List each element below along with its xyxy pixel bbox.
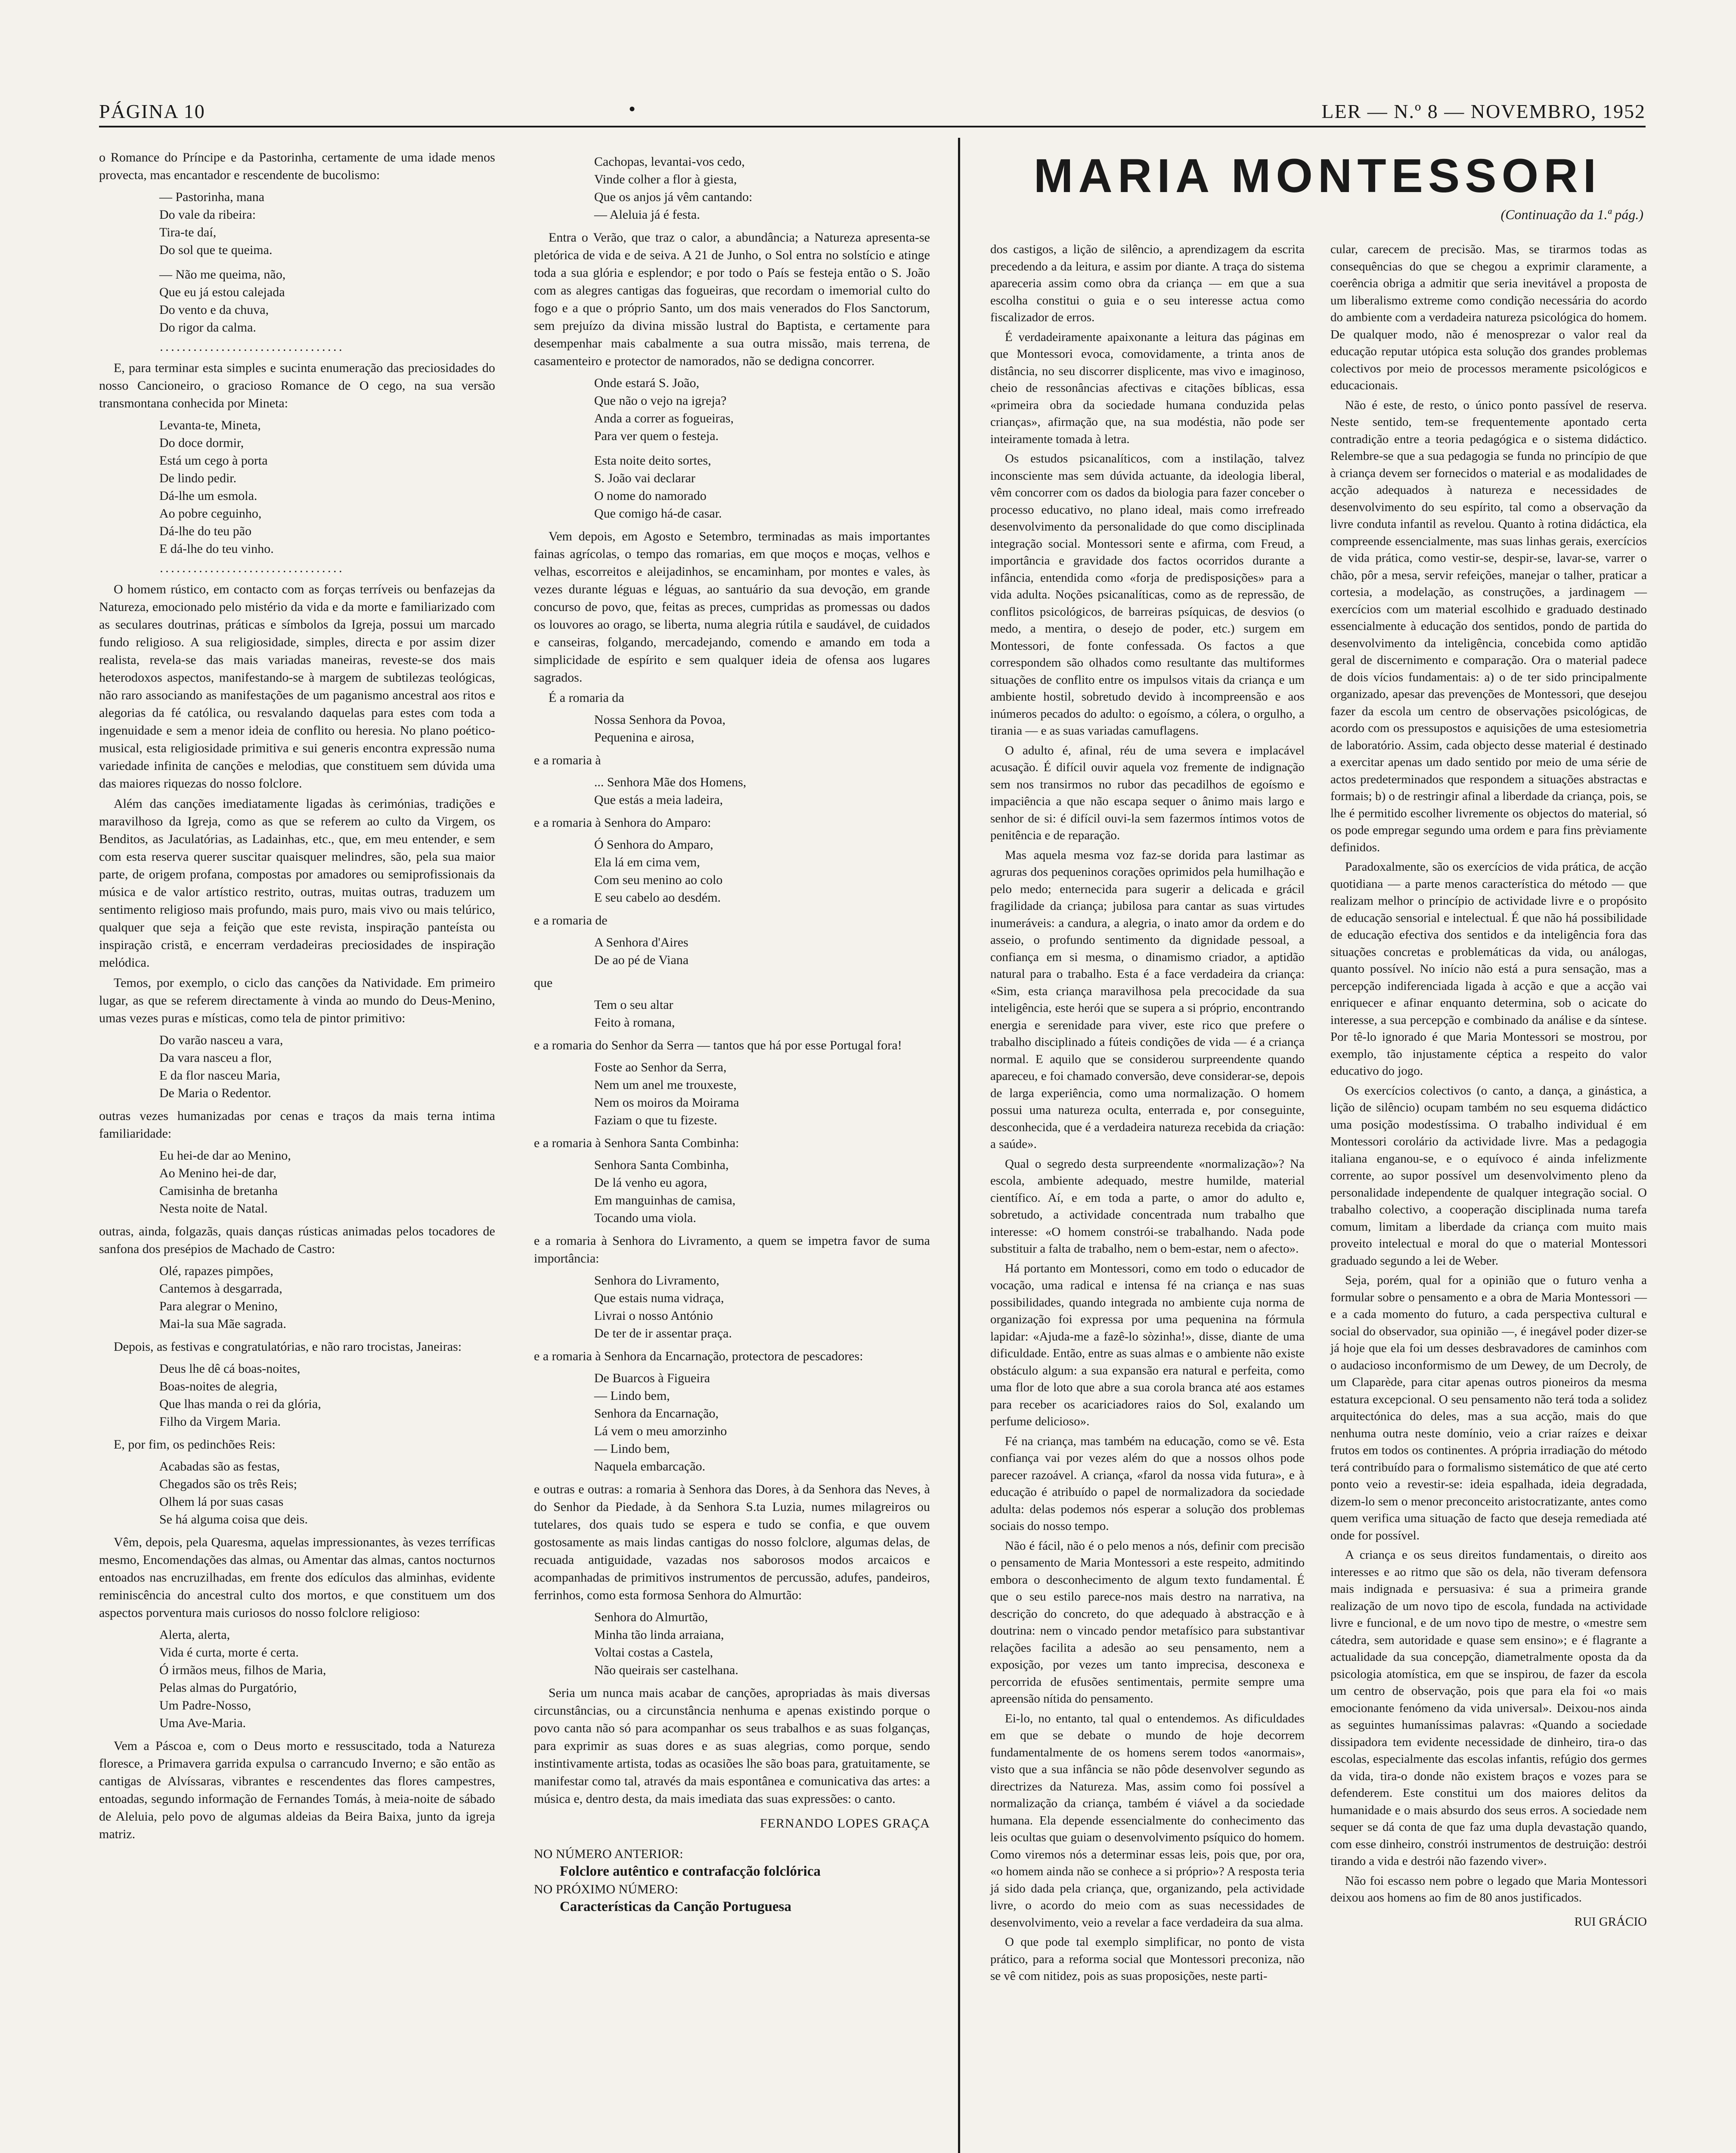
verse-gap [594,445,930,452]
verse-line: Alerta, alerta, [159,1628,230,1642]
verse [594,711,930,746]
header-dot: • [629,98,637,120]
paragraph: o Romance do Príncipe e da Pastorinha, certamente de uma idade menos provecta, mas encantador e rescendente de bucolismo: [99,150,495,182]
verse-line: Do vento e da chuva, [159,303,269,317]
paragraph: dos castigos, a lição de silêncio, a aprendizagem da escrita precedendo a da leitura, e assim por diante. A traça do sistema apareceria assim como obra da criança — em que a sua escolha constitui o guia e o seu interesse actua como fiscalizador de erros. [990,242,1305,324]
paragraph: Não é este, de resto, o único ponto passível de reserva. Neste sentido, tem-se frequentemente apontado certa contradição entre a teoria pedagógica e o sistema didáctico. Relembre-se que a sua pedagogia se funda no princípio de que à criança devem ser fornecidos o material e as modalidades de acção adequados à natureza e necessidades de desenvolvimento do seu espírito, tal como a observação da livre conduta infantil as revelou. Quanto à rotina didáctica, ela compreende essencialmente, mas suas linhas gerais, exercícios de vida prática, como vestir-se, despir-se, lavar-se, varrer o chão, pôr a mesa, servir refeições, manejar o talher, praticar a cortesia, a modelação, as construções, a jardinagem — exercícios com um material escolhido e graduado destinado essencialmente à educação dos sentidos, pondo de partida do desenvolvimento da inteligência, concebida como aptidão geral de discernimento e comparação. Ora o material padece de dois vícios fundamentais: a) o de ter sido principalmente organizado, apesar das prevenções de Montessori, que desejou fazer da escola um centro de observações psicológicas, de acordo com os pressupostos e aquisições de uma estesiometria de laboratório. Assim, cada objecto desse material é destinado a exercitar apenas um dado sentido por meio de uma série de actos predeterminados que respondem a situações abstractas e formais; b) o de restringir afinal a liberdade da criança, pois, se lhe é permitido escolher livremente os objectos do material, só os pode empregar segundo uma ordem e para fins prèviamente definidos. [1330,398,1647,854]
paragraph: Além das canções imediatamente ligadas às cerimónias, tradições e maravilhoso da Igreja, como as que se referem ao culto da Virgem, os Benditos, as Jaculatórias, as Ladainhas, etc., que, em meu entender, e sem com esta reserva querer suscitar quaisquer melindres, são, pela sua maior parte, de origem profana, compostas por amadores ou semiprofissionais da música e de valor artístico restrito, outras, muitas outras, traduzem um sentimento religioso mais profundo, mais puro, mais vivo ou mais telúrico, qualquer que seja a feição que este revista, inspiração panteísta ou inspiração cristã, e encerram verdadeiras preciosidades de inspiração melódica. [99,797,495,970]
verse-line: Do doce dormir, [159,436,244,450]
verse [594,836,930,906]
paragraph: e a romaria à Senhora Santa Combinha: [534,1136,739,1150]
paragraph: outras, ainda, folgazãs, quais danças rústicas animadas pelos tocadores de sanfona dos presépios de Machado de Castro: [99,1224,495,1256]
continuation-note: (Continuação da 1.ª pág.) [1500,207,1643,222]
verse-line: Do sol que te queima. [159,243,273,257]
verse-line: Ao Menino hei-de dar, [159,1166,277,1180]
verse-line: Olhem lá por suas casas [159,1495,284,1509]
paragraph: Entra o Verão, que traz o calor, a abundância; a Natureza apresenta-se pletórica de vida e de seiva. A 21 de Junho, o Sol entra no solstício e atinge toda a sua glória e esplendor; e por todo o País se festeja então o S. João com as alegres cantigas das fogueiras, que recordam o imemorial culto do fogo e a que o próprio Santo, um dos mais venerados do Flos Sanctorum, sem prejuízo da divina missão lustral do Baptista, e certamente para desempenhar mais cabalmente a sua outra missão, mais terrena, de casamenteiro e protector de namorados, não se dedigna concorrer. [534,230,930,368]
verse-line: Do varão nasceu a vara, [159,1033,283,1047]
verse-line: Que lhas manda o rei da glória, [159,1397,321,1411]
verse-line: Naquela embarcação. [594,1459,706,1474]
next-title: Características da Canção Portuguesa [560,1899,791,1914]
paragraph: Depois, as festivas e congratulatórias, e não raro trocistas, Janeiras: [114,1340,462,1354]
verse-line: Não queirais ser castelhana. [594,1663,738,1677]
verse-line: De ter de ir assentar praça. [594,1326,732,1340]
verse-line: Que estás a meia ladeira, [594,793,723,807]
montessori-column-b [1330,241,1647,1930]
verse-line: Para alegrar o Menino, [159,1299,278,1313]
verse-line: Levanta-te, Mineta, [159,418,261,432]
verse-line: Camisinha de bretanha [159,1184,278,1198]
paragraph: E, para terminar esta simples e sucinta enumeração das preciosidades do nosso Cancioneiro, o gracioso Romance de O cego, na sua versão transmontana conhecida por Mineta: [99,361,495,410]
paragraph: e a romaria à Senhora do Livramento, a quem se impetra favor de suma importância: [534,1234,930,1266]
paragraph: Qual o segredo desta surpreendente «normalização»? Na escola, ambiente adequado, mestre humilde, material científico. Aí, e em toda a parte, o amor do adulto e, sobretudo, a actividade concentrada num trabalho que interesse: «O homem constrói-se trabalhando. Nada pode substituir a falta de trabalho, nem o bem-estar, nem o afecto». [990,1157,1305,1256]
verse-line: E seu cabelo ao desdém. [594,890,721,905]
verse-line: — Lindo bem, [594,1442,670,1456]
verse [594,1369,930,1475]
verse-gap [159,259,495,266]
verse-line: Mai-la sua Mãe sagrada. [159,1317,286,1331]
verse-line: Anda a correr as fogueiras, [594,411,734,425]
verse-line: Está um cego à porta [159,453,268,468]
verse-line: Olé, rapazes pimpões, [159,1264,273,1278]
verse-line: — Lindo bem, [594,1389,670,1403]
verse [594,996,930,1031]
verse-line: De lindo pedir. [159,471,237,485]
next-label: NO PRÓXIMO NÚMERO: [534,1882,679,1896]
verse-line: Foste ao Senhor da Serra, [594,1060,727,1074]
verse-line: — Aleluia já é festa. [594,208,700,222]
paragraph: Mas aquela mesma voz faz-se dorida para lastimar as agruras dos pequeninos corações oprimidos pela humilhação e pelo medo; enternecida para sugerir a delicada e grácil fragilidade da criança; jubilosa para cantar as suas virtudes inumeráveis: a candura, a alegria, o inato amor da ordem e do asseio, o profundo sentimento da dignidade pessoal, a confiança em si mesma, o dinamismo criador, a aptidão natural para o trabalho. Esta é a face verdadeira da criança: «Sim, esta criança maravilhosa pela precocidade da sua inteligência, este herói que se supera a si próprio, encontrando energia e serenidade para viver, este rico que prefere o trabalho disciplinado a fúteis condições de vida — é a criança normal. E aquilo que se considerou surpreendente quando apareceu, e foi chamado conversão, deve considerar-se, depois de larga experiência, como uma normalização. O homem possui uma natureza oculta, enterrada e, por conseguinte, desconhecida, que é a verdadeira natureza recebida da criação: a saúde». [990,848,1305,1151]
verse [159,1147,495,1217]
author-signature: FERNANDO LOPES GRAÇA [760,1816,930,1830]
column-divider [958,138,960,2153]
verse [159,1458,495,1528]
article-title: MARIA MONTESSORI [1033,149,1602,202]
verse-line: Nem os moiros da Moirama [594,1095,739,1110]
verse-line: Para ver quem o festeja. [594,429,719,443]
montessori-column-a [990,241,1305,1988]
verse [594,1156,930,1227]
verse-line: Tocando uma viola. [594,1211,696,1225]
paragraph: Vem depois, em Agosto e Setembro, terminadas as mais importantes fainas agrícolas, o tempo das romarias, em que moços e moças, velhos e velhas, escorreitos e aleijadinhos, se encaminham, por montes e vales, às vezes durante léguas e léguas, ao santuário da sua devoção, em grande concurso de povo, que, feitas as preces, cumpridas as promessas ou dados os louvores ao orago, se liberta, numa alegria rútila e saudável, de cuidados e canseiras, folgando, mercadejando, comendo e amando em toda a simplicidade de espírito e sem qualquer ideia de ofensa aos lugares sagrados. [534,529,930,685]
prev-label: NO NÚMERO ANTERIOR: [534,1847,683,1861]
verse-line: Nossa Senhora da Povoa, [594,713,725,727]
verse-line: Eu hei-de dar ao Menino, [159,1148,291,1163]
verse [594,153,930,223]
paragraph: Os estudos psicanalíticos, com a instilação, talvez inconsciente mas sem dúvida actuante, da ideologia liberal, vêm concorrer com os dados da biologia para fazer conceber o processo educativo, no plano ideal, mais como irrefreado desenvolvimento da personalidade do que como disciplinada integração social. Montessori sente e afirma, com Freud, a importância e gravidade dos factos ocorridos durante a infância, entendida como «forja de predisposições» para a vida adulta. Noções psicanalíticas, como as de repressão, de conflitos psicológicos, de barreiras psíquicas, de desvios (o medo, a mentira, o desejo de poder, etc.) surgem em Montessori, de fonte confessada. Os factos a que correspondem são olhados como resultante das multiformes situações de conflito entre os impulsos vitais da criança e um ambiente hostil, sobretudo devido à incompreensão e aos inúmeros pecados do adulto: o egoísmo, a cólera, o orgulho, a tirania — e as suas variadas camuflagens. [990,452,1305,738]
verse-line: Voltai costas a Castela, [594,1645,713,1660]
paragraph: Há portanto em Montessori, como em todo o educador de vocação, uma radical e intensa fé na criança e nas suas possibilidades, quando integrada no ambiente cuja norma de organização foi expressa por uma pequenina na fórmula lapidar: «Ajuda-me a fazê-lo sòzinha!», disse, diante de uma dificuldade. Então, entre as suas almas e o ambiente não existe obstáculo algum: a sua expansão era natural e perfeita, como uma flor de loto que abre a sua corola branca até aos estames para receber os acariciadores raios do Sol, exalando um perfume delicioso». [990,1261,1305,1428]
verse-line: Com seu menino ao colo [594,873,723,887]
paragraph: Não é fácil, não é o pelo menos a nós, definir com precisão o pensamento de Maria Montessori a este respeito, admitindo embora o desconhecimento de algum texto fundamental. É que o seu estilo parece-nos mais destro na narrativa, na descrição do concreto, do que adequado à abstracção e à doutrina: nem o vincado pendor metafísico para substantivar relações facilita a adesão ao seu pensamento, nem a exposição, por vezes um tanto imprecisa, desconexa e percorrida de efusões sentimentais, permite sempre uma apreensão nítida do pensamento. [990,1539,1305,1706]
verse-line: Faziam o que tu fizeste. [594,1113,717,1127]
paragraph: Vem a Páscoa e, com o Deus morto e ressuscitado, toda a Natureza floresce, a Primavera garrida expulsa o carrancudo Inverno; e são então as cantigas de Alvíssaras, vibrantes e rescendentes das flores campestres, entoadas, segundo informação de Fernandes Tomás, à meia-noite de sábado de Aleluia, pelo povo de algumas aldeias da Beira Baixa, junto da igreja matriz. [99,1739,495,1841]
paragraph: Ei-lo, no entanto, tal qual o entendemos. As dificuldades em que se debate o mundo de hoje decorrem fundamentalmente de os homens serem todos «anormais», visto que a sua infância se não pôde desenvolver segundo as directrizes da Natureza. Mas, assim como foi possível a normalização da criança, também é viável a da sociedade humana. Ela depende essencialmente do conhecimento das leis ocultas que guiam o desenvolvimento psíquico do homem. Como viremos nós a determinar essas leis, pois que, por ora, «o homem ainda não se conhece a si próprio»? A resposta teria já sido dada pela criança, que, organizando, pela actividade livre, o acordo do meio com as suas necessidades de desenvolvimento, veio a revelar a face verdadeira da sua alma. [990,1711,1305,1930]
verse-line: Nesta noite de Natal. [159,1201,268,1216]
verse-line: De lá venho eu agora, [594,1176,707,1190]
verse-line: Chegados são os três Reis; [159,1477,297,1491]
verse-line: Que não o vejo na igreja? [594,394,727,408]
verse-line: E dá-lhe do teu vinho. [159,542,274,556]
verse-line: Pelas almas do Purgatório, [159,1681,297,1695]
verse-line: ... Senhora Mãe dos Homens, [594,775,747,789]
verse-line: A Senhora d'Aires [594,935,688,949]
verse-line: Em manguinhas de camisa, [594,1193,736,1207]
verse-line: Senhora do Livramento, [594,1273,719,1287]
paragraph: Temos, por exemplo, o ciclo das canções da Natividade. Em primeiro lugar, as que se referem directamente à vinda ao mundo do Deus-Menino, umas vezes puras e místicas, como tela de pintor primitivo: [99,976,495,1025]
paragraph: Os exercícios colectivos (o canto, a dança, a ginástica, a lição de silêncio) ocupam também no seu esquema didáctico uma posição modestíssima. O trabalho individual é em Montessori corolário da actividade livre. Mas a pedagogia italiana enganou-se, e o equívoco é ainda infelizmente corrente, ao supor possível um desenvolvimento pleno da personalidade independente de qualquer integração social. O trabalho colectivo, a cooperação disciplinada numa tarefa comum, limitam a liberdade da criança com muito mais proveito intelectual e moral do que o material Montessori graduado segundo a lei de Weber. [1330,1083,1647,1268]
paragraph: A criança e os seus direitos fundamentais, o direito aos interesses e ao ritmo que são os dela, não tiveram defensora mais indignada e persuasiva: é sua a primeira grande realização de um novo tipo de escola, fundada na actividade livre e funcional, e de um novo tipo de mestre, o «mestre sem cátedra, sem autoridade e quase sem ensino»; e é flagrante a actualidade da sua concepção, diametralmente oposta da da psicologia atomística, em que se inspirou, de fazer da escola um centro de observação, pois que para ela foi «o mais emocionante fenómeno da vida universal». Deixou-nos ainda as seguintes humaníssimas palavras: «Quando a sociedade dissipadora tem evidente necessidade de dinheiro, tira-o das escolas, especialmente das escolas infantis, refúgio dos germes da vida, tira-o donde não existem braços e vozes para se defenderem. Este constitui um dos maiores delitos da humanidade e o mais absurdo dos seus erros. A sociedade nem sequer se dá conta de que faz uma dupla devastação quando, com esse dinheiro, constrói instrumentos de destruição: destrói tirando a vida e destrói não fazendo viver». [1330,1548,1647,1868]
paragraph: É a romaria da [549,691,624,705]
verse [159,188,495,336]
verse-line: Da vara nasceu a flor, [159,1051,272,1065]
paragraph: que [534,976,553,990]
verse-line: Que eu já estou calejada [159,285,285,299]
paragraph: cular, carecem de precisão. Mas, se tirarmos todas as consequências do que se chegou a exprimir claramente, a coerência obriga a admitir que seria inevitável a proposta de um liberalismo extreme como condição necessária do acordo do ambiente com a verdadeira natureza psicológica do homem. De qualquer modo, não é menosprezar o valor real da educação reputar utópica esta solução dos grandes problemas colectivos por meio de processos meramente psicológicos e educacionais. [1330,242,1647,392]
verse-line: Ó irmãos meus, filhos de Maria, [159,1663,326,1677]
paragraph: E, por fim, os pedinchões Reis: [114,1437,276,1452]
verse-line: Um Padre-Nosso, [159,1698,251,1712]
ellipsis-line: ································· [159,565,344,579]
verse-line: De Buarcos à Figueira [594,1371,710,1385]
verse-line: Boas-noites de alegria, [159,1379,278,1393]
verse-line: Que comigo há-de casar. [594,506,722,521]
verse-line: Ela lá em cima vem, [594,855,700,869]
verse-line: Tira-te daí, [159,225,217,239]
verse-line: Onde estará S. João, [594,376,700,390]
verse-line: Esta noite deito sortes, [594,453,711,468]
verse-line: Ao pobre ceguinho, [159,506,262,521]
verse-line: Feito à romana, [594,1015,675,1030]
paragraph: O homem rústico, em contacto com as forças terríveis ou benfazejas da Natureza, emocionado pelo mistério da vida e da morte e familiarizado com as seculares doutrinas, práticas e símbolos da Igreja, possui um marcado fundo religioso. A sua religiosidade, simples, directa e por assim dizer realista, revela-se das mais variadas maneiras, reveste-se dos mais heterodoxos aspectos, manifestando-se à margem de subtilezas teológicas, não raro associando as manifestações de um paganismo ancestral aos ritos e alegorias da fé católica, ou resvalando daquelas para estes com toda a ingenuidade e sem a menor ideia de conflito ou heresia. No plano poético-musical, esta religiosidade primitiva e sui generis encontra expressão numa variedade infinita de canções e melodias, que constituem sem dúvida uma das maiores riquezas do nosso folclore. [99,582,495,791]
verse-line: Nem um anel me trouxeste, [594,1078,737,1092]
verse-line: O nome do namorado [594,489,707,503]
verse-line: — Não me queima, não, [159,267,286,282]
paragraph: outras vezes humanizadas por cenas e traços da mais terna intima familiaridade: [99,1109,495,1141]
verse [159,1360,495,1430]
verse [594,1058,930,1129]
verse-line: Dá-lhe um esmola. [159,489,257,503]
verse [594,773,930,809]
verse-line: Pequenina e airosa, [594,730,694,745]
verse-line: Vida é curta, morte é certa. [159,1645,299,1660]
paragraph: e a romaria à Senhora do Amparo: [534,816,711,830]
verse-line: Minha tão linda arraiana, [594,1628,724,1642]
verse [594,934,930,969]
verse [159,1262,495,1333]
verse [594,374,930,522]
paragraph: Paradoxalmente, são os exercícios de vida prática, de acção quotidiana — a parte menos característica do método — que realizam melhor o princípio de actividade livre e o propósito de educação sensorial e intelectual. É que não há possibilidade de educação efectiva dos sentidos e da inteligência fora das situações concretas e problemáticas da vida, ou análogas, quanto possível. No início não está a pura sensação, mas a percepção indiferenciada ligada à acção e que a acção vai enriquecer e afinar enquanto determina, sob o acicate do interesse, a sua percepção e combinado da análise e da síntese. Por tê-lo ignorado é que Maria Montessori se mostrou, por exemplo, tão injustamente céptica a respeito do valor educativo do jogo. [1330,860,1647,1078]
paragraph: e outras e outras: a romaria à Senhora das Dores, à da Senhora das Neves, à do Senhor da Piedade, à da Senhora S.ta Luzia, numes milagreiros ou tutelares, dos quais tudo se espera e tudo se confia, e que ouvem gostosamente as mais lindas cantigas do nosso folclore, algumas delas, de recuada antiguidade, vazadas nos saborosos modos arcaicos e acompanhadas de primitivos instrumentos de percussão, adufes, pandeiros, ferrinhos, como esta formosa Senhora do Almurtão: [534,1482,930,1602]
issue-line: LER — N.º 8 — NOVEMBRO, 1952 [1321,100,1646,122]
ellipsis-line: ································· [159,343,344,357]
author-signature: RUI GRÁCIO [1574,1914,1647,1929]
folklore-column-2 [534,149,930,1916]
verse [159,416,495,558]
verse-line: Lá vem o meu amorzinho [594,1424,727,1438]
paragraph: Seria um nunca mais acabar de canções, apropriadas às mais diversas circunstâncias, ou a circunstância nenhuma e apenas existindo porque o povo canta não só para acompanhar os seus trabalhos e as suas folganças, para exprimir as suas dores e as suas alegrias, como porque, sendo instintivamente artista, todas as ocasiões lhe são boas para, gratuitamente, se manifestar como tal, através da mais espontânea e comunicativa das artes: a música e, dentro desta, da mais imediata das suas expressões: o canto. [534,1686,930,1806]
verse-line: Dá-lhe do teu pão [159,524,252,538]
verse [159,1626,495,1732]
verse-line: Cantemos à desgarrada, [159,1281,282,1296]
page-header [99,100,1646,126]
paragraph: É verdadeiramente apaixonante a leitura das páginas em que Montessori evoca, comovidamente, a trinta anos de distância, no seu discorrer displicente, mas vivo e imaginoso, cheio de ressonâncias afectivas e citações bíblicas, essa «primeira obra da sociedade humana conduzida pelas crianças», afirmação que, na sua modéstia, não pode ser inteiramente tomada à letra. [990,330,1305,446]
verse-line: Ó Senhora do Amparo, [594,838,713,852]
verse [594,1272,930,1342]
verse-line: Senhora Santa Combinha, [594,1158,729,1172]
verse-line: — Pastorinha, mana [159,190,265,204]
verse-line: Tem o seu altar [594,998,673,1012]
verse [159,1031,495,1102]
verse-line: Livrai o nosso António [594,1309,713,1323]
verse-line: Vinde colher a flor à giesta, [594,172,737,186]
paragraph: e a romaria à Senhora da Encarnação, protectora de pescadores: [534,1349,863,1363]
verse-line: Que os anjos já vêm cantando: [594,190,753,204]
paragraph: Vêm, depois, pela Quaresma, aquelas impressionantes, às vezes terríficas mesmo, Encomendações das almas, ou Amentar das almas, cantos nocturnos entoados nas encruzilhadas, em frente dos edículos das alminhas, evidente reminiscência do ancestral culto dos mortos, e que constituem um dos aspectos porventura mais curiosos do nosso folclore religioso: [99,1535,495,1620]
paragraph: O que pode tal exemplo simplificar, no ponto de vista prático, para a reforma social que Montessori preconiza, não se vê com nitidez, pois as suas proposições, neste parti- [990,1935,1305,1983]
verse-line: S. João vai declarar [594,471,695,485]
verse-line: Do vale da ribeira: [159,208,256,222]
verse-line: Cachopas, levantai-vos cedo, [594,155,745,169]
folklore-column-1 [99,149,495,1846]
montessori-paragraphs [1330,241,1647,1907]
verse-line: Acabadas são as festas, [159,1459,280,1474]
prev-title: Folclore autêntico e contrafacção folclórica [560,1864,821,1879]
page-number: PÁGINA 10 [99,100,205,122]
paragraph: e a romaria à [534,753,601,767]
paragraph: Não foi escasso nem pobre o legado que Maria Montessori deixou aos homens ao fim de 80 anos justificados. [1330,1874,1647,1905]
paragraph: e a romaria de [534,913,608,928]
paragraph: Seja, porém, qual for a opinião que o futuro venha a formular sobre o pensamento e a obra de Maria Montessori — e a cada momento do futuro, a cada perspectiva cultural e social do observador, sua opinião —, é inegável poder dizer-se já hoje que ela foi um desses desbravadores de caminhos com o audacioso inconformismo de um Dewey, de um Decroly, de um Claparède, para citar apenas outros pioneiros da mesma estatura excepcional. O seu pensamento não terá toda a solidez arquitectónica do deles, mas a sua acção, mais do que nenhuma outra neste domínio, veio a criar raízes e deixar frutos em todos os continentes. A própria irradiação do método terá contribuído para o formalismo sistemático de que até certo ponto veio a revestir-se: ideia espalhada, ideia degradada, dizem-lo sem o menor preconceito aristocratizante, antes como quem verifica uma situação de facto que deseja remediada até onde for possível. [1330,1273,1647,1542]
verse-line: Senhora da Encarnação, [594,1406,719,1421]
verse-line: Que estais numa vidraça, [594,1291,724,1305]
verse-line: E da flor nasceu Maria, [159,1068,280,1083]
verse-line: De ao pé de Viana [594,953,689,967]
verse-line: Do rigor da calma. [159,320,256,335]
paragraph: O adulto é, afinal, réu de uma severa e implacável acusação. É difícil ouvir aquela voz fremente de indignação sem nos transirmos no rubor das pecadilhos de egoísmo e impaciência a que não escapa sequer o ânimo mais largo e senhor de si: é difícil ouvi-la sem fazermos íntimos votos de penitência e de reparação. [990,743,1305,842]
series-notice [534,1845,930,1916]
paragraph: Fé na criança, mas também na educação, como se vê. Esta confiança vai por vezes além do que a nossos olhos pode parecer razoável. A criança, «farol da nossa vida futura», e à educação é atribuído o papel de normalizadora da sociedade adulta: delas podemos nós esperar a solução dos problemas sociais do nosso tempo. [990,1434,1305,1533]
verse [594,1608,930,1679]
verse-line: Senhora do Almurtão, [594,1610,708,1624]
verse-line: Filho da Virgem Maria. [159,1415,281,1429]
verse-line: Deus lhe dê cá boas-noites, [159,1362,301,1376]
verse-line: Uma Ave-Maria. [159,1716,246,1730]
verse-line: Se há alguma coisa que deis. [159,1512,308,1526]
paragraph: e a romaria do Senhor da Serra — tantos que há por esse Portugal fora! [534,1038,902,1052]
header-rule [99,126,1646,127]
verse-line: De Maria o Redentor. [159,1086,271,1100]
